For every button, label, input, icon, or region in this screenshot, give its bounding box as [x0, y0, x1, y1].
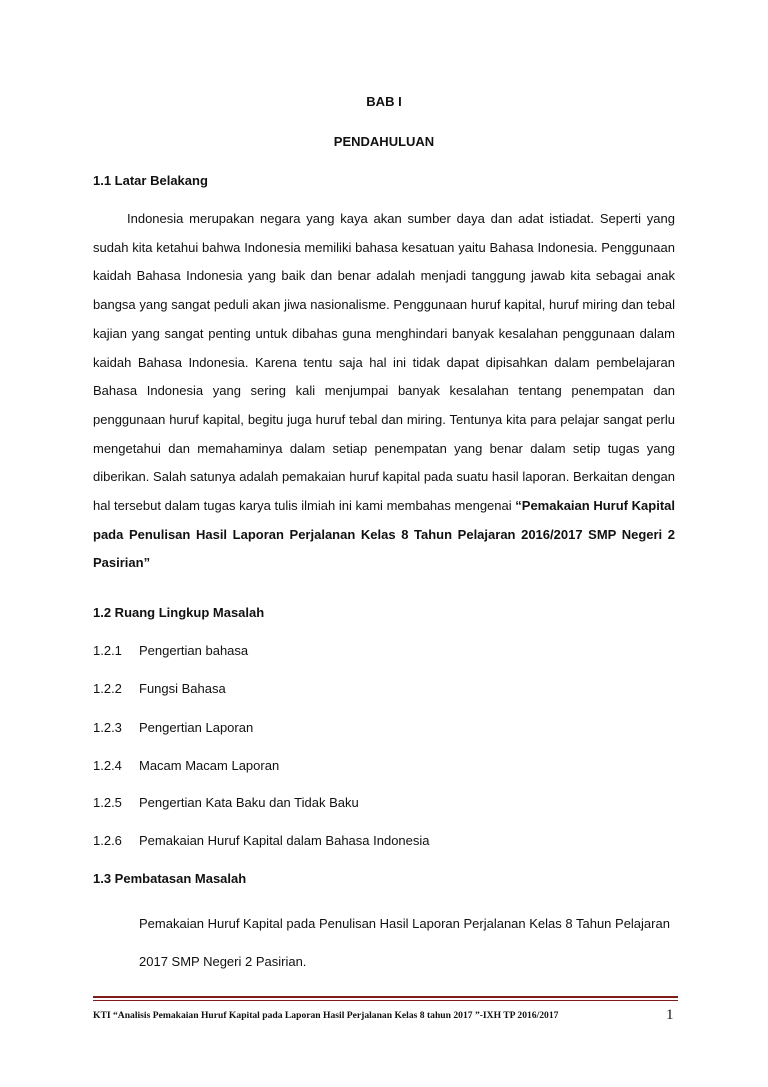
list-item-text: Pengertian Kata Baku dan Tidak Baku [139, 795, 359, 810]
list-item [93, 833, 430, 848]
list-item-text: Pengertian bahasa [139, 643, 249, 658]
scope-paragraph: Pemakaian Huruf Kapital pada Penulisan Hasil Laporan Perjalanan Kelas 8 Tahun Pelajaran 2017 SMP Negeri 2 Pasirian. [139, 916, 670, 969]
list-item [93, 681, 226, 696]
list-item-number: 1.2.3 [93, 720, 122, 735]
footer-rule-thick [93, 996, 678, 998]
section-1-2-heading: 1.2 Ruang Lingkup Masalah [93, 605, 265, 620]
list-item-text: Fungsi Bahasa [139, 681, 226, 696]
list-item [93, 720, 253, 735]
list-item-text: Macam Macam Laporan [139, 758, 280, 773]
background-text: Indonesia merupakan negara yang kaya akan sumber daya dan adat istiadat. Seperti yang sudah kita ketahui bahwa Indonesia memiliki bahasa kesatuan yaitu Bahasa Indonesia. Penggunaan kaidah Bahasa Indonesia yang baik dan benar adalah menjadi tanggung jawab kita sebagai anak bangsa yang sangat peduli akan jiwa nasionalisme. Penggunaan huruf kapital, huruf miring dan tebal kajian yang sangat penting untuk dibahas guna menghindari banyak kesalahan penggunaan dalam kaidah Bahasa Indonesia. Karena tentu saja hal ini tidak dapat dipisahkan dalam pembelajaran Bahasa Indonesia yang sering kali menjumpai banyak kesalahan tentang penempatan dan penggunaan huruf kapital, begitu juga huruf tebal dan miring. Tentunya kita para pelajar sangat perlu mengetahui dan memahaminya dalam setiap penempatan yang benar dalam setip tugas yang diberikan. Salah satunya adalah pemakaian huruf kapital pada suatu hasil laporan. Berkaitan dengan hal tersebut dalam tugas karya tulis ilmiah ini kami membahas mengenai [93, 211, 675, 514]
list-item-text: Pemakaian Huruf Kapital dalam Bahasa Indonesia [139, 833, 430, 848]
list-item [93, 795, 359, 810]
list-item-text: Pengertian Laporan [139, 720, 254, 735]
section-1-1-heading: 1.1 Latar Belakang [93, 173, 208, 188]
list-item-number: 1.2.5 [93, 795, 122, 810]
list-item [93, 758, 279, 773]
background-paragraph [93, 205, 675, 578]
footer-rule-thin [93, 1000, 678, 1001]
list-item-number: 1.2.1 [93, 643, 122, 658]
footer-text: KTI “Analisis Pemakaian Huruf Kapital pada Laporan Hasil Perjalanan Kelas 8 tahun 2017 ”-IXH TP 2016/2017 [93, 1010, 559, 1021]
chapter-label: BAB I [366, 94, 402, 109]
list-item-number: 1.2.6 [93, 833, 122, 848]
list-item [93, 643, 248, 658]
study-title-bold: “Pemakaian Huruf Kapital pada Penulisan Hasil Laporan Perjalanan Kelas 8 Tahun Pelajaran 2016/2017 SMP Negeri 2 Pasirian” [93, 498, 675, 571]
list-item-number: 1.2.2 [93, 681, 122, 696]
page-number: 1 [666, 1007, 674, 1023]
list-item-number: 1.2.4 [93, 758, 122, 773]
chapter-title: PENDAHULUAN [333, 134, 435, 149]
section-1-3-heading: 1.3 Pembatasan Masalah [93, 871, 247, 886]
